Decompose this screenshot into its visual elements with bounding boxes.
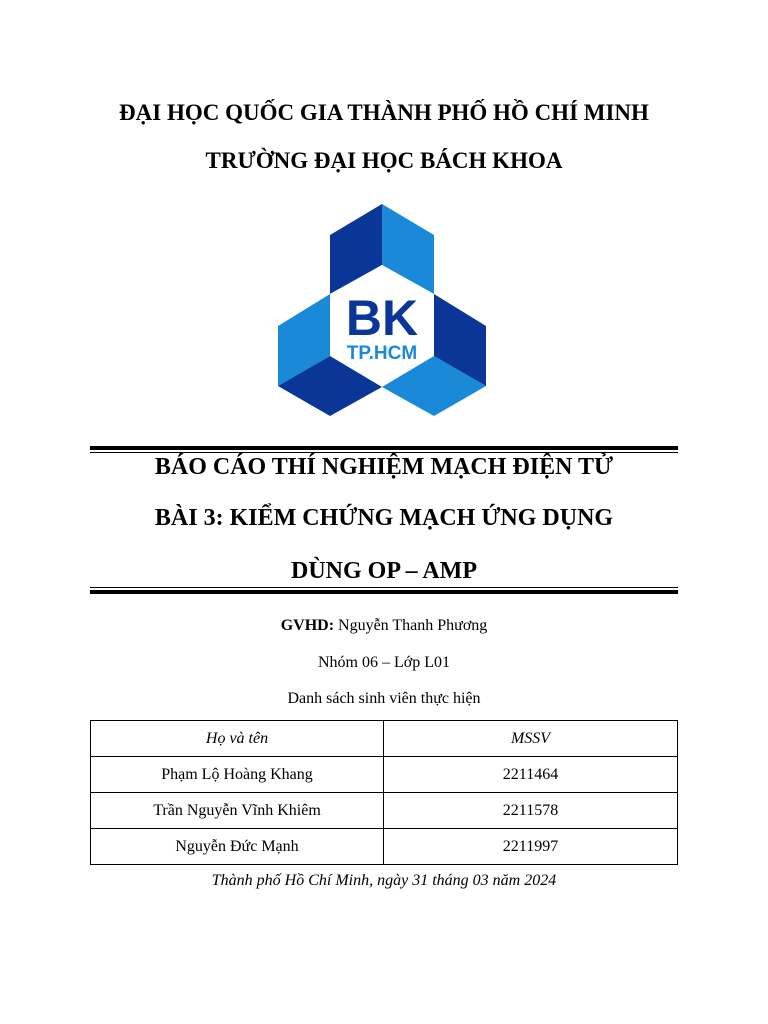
student-id: 2211578 bbox=[384, 793, 678, 829]
place-date: Thành phố Hồ Chí Minh, ngày 31 tháng 03 năm 2024 bbox=[211, 872, 557, 889]
table-header-row bbox=[91, 721, 678, 757]
student-table bbox=[90, 720, 678, 865]
student-id: 2211464 bbox=[384, 757, 678, 793]
university-name: ĐẠI HỌC QUỐC GIA THÀNH PHỐ HỒ CHÍ MINH bbox=[119, 100, 649, 125]
supervisor-line bbox=[0, 617, 768, 635]
group-class: Nhóm 06 – Lớp L01 bbox=[317, 654, 450, 671]
student-name: Trần Nguyễn Vĩnh Khiêm bbox=[91, 793, 384, 829]
table-row bbox=[91, 829, 678, 865]
table-row bbox=[91, 793, 678, 829]
student-name: Nguyễn Đức Mạnh bbox=[91, 829, 384, 865]
logo-text-city: TP.HCM bbox=[346, 343, 418, 364]
supervisor-label: GVHD: bbox=[280, 617, 335, 634]
supervisor-name: Nguyễn Thanh Phương bbox=[334, 617, 488, 634]
header-student-id: MSSV bbox=[384, 721, 678, 757]
header-name: Họ và tên bbox=[91, 721, 384, 757]
logo-text-bk: BK bbox=[345, 290, 419, 346]
student-list-title: Danh sách sinh viên thực hiện bbox=[287, 690, 481, 707]
school-name: TRƯỜNG ĐẠI HỌC BÁCH KHOA bbox=[205, 148, 563, 173]
report-subtitle-line1: BÀI 3: KIỂM CHỨNG MẠCH ỨNG DỤNG bbox=[154, 505, 614, 531]
student-id: 2211997 bbox=[384, 829, 678, 865]
student-name: Phạm Lộ Hoàng Khang bbox=[91, 757, 384, 793]
table-row bbox=[91, 757, 678, 793]
report-title: BÁO CÁO THÍ NGHIỆM MẠCH ĐIỆN TỬ bbox=[154, 454, 614, 480]
bk-logo bbox=[276, 202, 488, 424]
title-top-rule bbox=[90, 446, 678, 454]
report-subtitle-line2: DÙNG OP – AMP bbox=[291, 558, 477, 584]
title-bottom-rule bbox=[90, 587, 678, 595]
